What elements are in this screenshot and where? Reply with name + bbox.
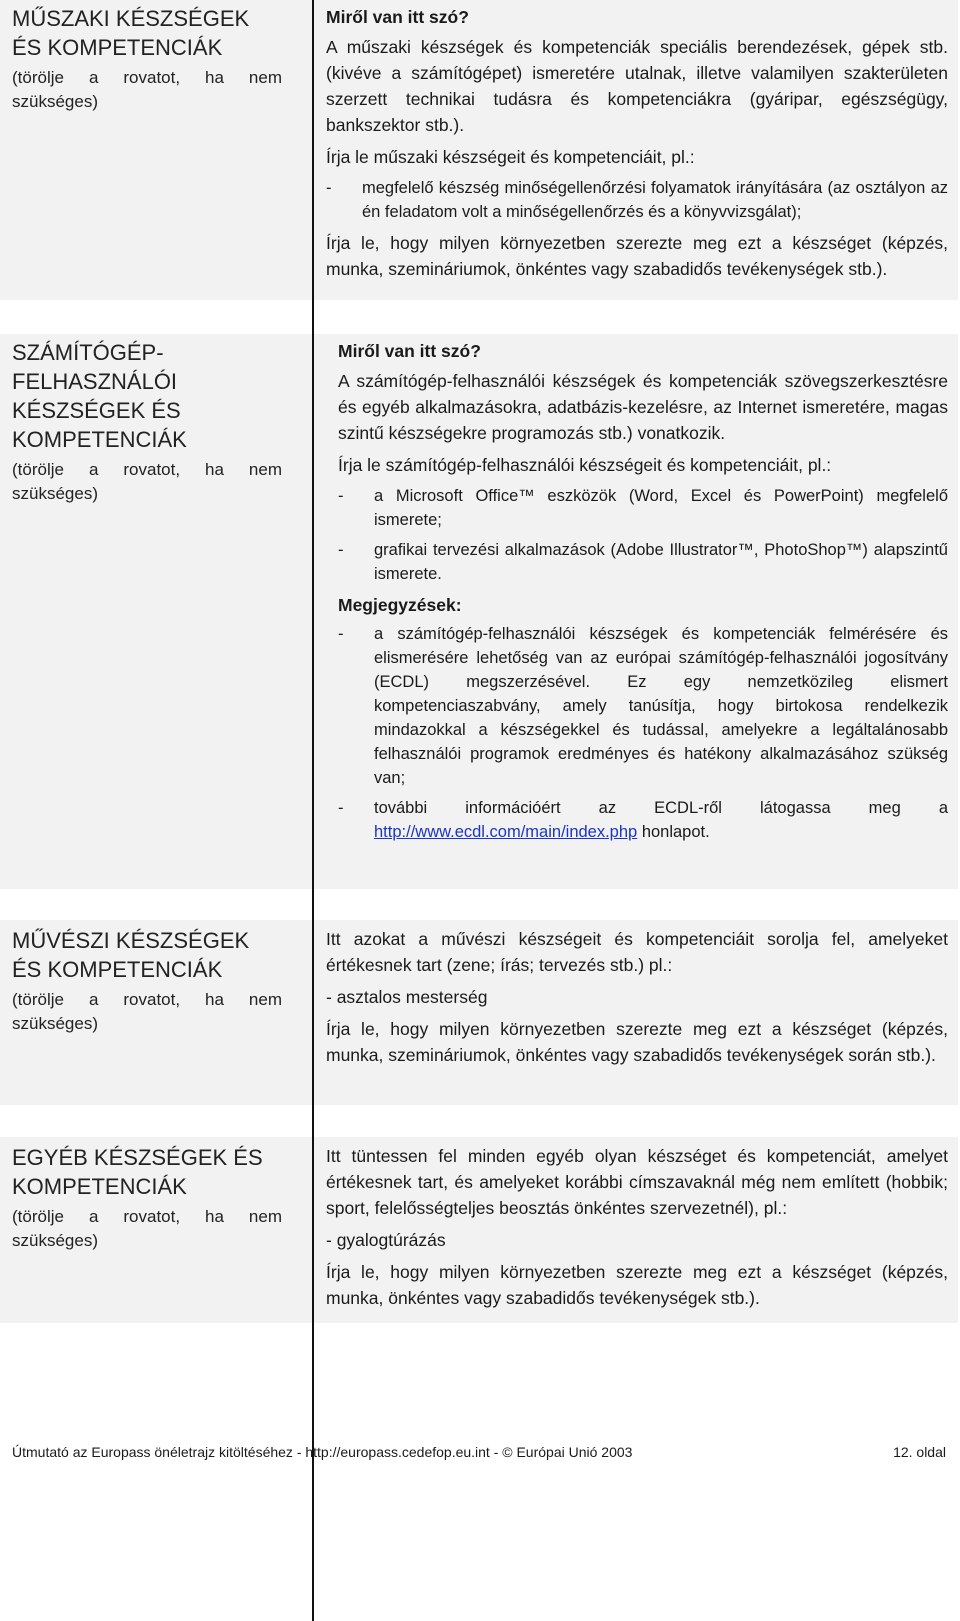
section-intro: Itt azokat a művészi készségeit és kompetenciáit sorolja fel, amelyeket értékesnek tart (zene; írás; tervezés stb.) pl.: bbox=[326, 929, 948, 975]
section-note: (törölje a rovatot, ha nem szükséges) bbox=[12, 68, 282, 111]
section-other-skills bbox=[0, 1137, 958, 1323]
section-intro: A műszaki készségek és kompetenciák speciális berendezések, gépek stb. (kivéve a számítógépet) ismeretére utalnak, illetve valamilyen szakterületen szerzett technikai tudásra és kompetenciákra (gyáripar, egészségügy, bankszektor stb.). bbox=[326, 37, 948, 135]
ecdl-link[interactable]: http://www.ecdl.com/main/index.php bbox=[374, 823, 638, 841]
section-heading: SZÁMÍTÓGÉP-FELHASZNÁLÓI KÉSZSÉGEK ÉS KOMPETENCIÁK bbox=[12, 340, 187, 452]
section-example: - gyalogtúrázás bbox=[326, 1230, 446, 1250]
section-prompt: Írja le számítógép-felhasználói készségeit és kompetenciáit, pl.: bbox=[338, 455, 832, 475]
list-item: - a Microsoft Office™ eszközök (Word, Excel és PowerPoint) megfelelő ismerete; bbox=[338, 487, 948, 529]
section-technical-skills bbox=[0, 0, 958, 300]
section-prompt: Írja le műszaki készségeit és kompetenciáit, pl.: bbox=[326, 147, 695, 167]
section-question: Miről van itt szó? bbox=[338, 341, 481, 361]
section-note: (törölje a rovatot, ha nem szükséges) bbox=[12, 990, 282, 1033]
note-item: - további információért az ECDL-ről látogassa meg a http://www.ecdl.com/main/index.php honlapot. bbox=[338, 799, 948, 841]
section-closing: Írja le, hogy milyen környezetben szerezte meg ezt a készséget (képzés, munka, szemináriumok, önkéntes vagy szabadidős tevékenységek során stb.). bbox=[326, 1019, 948, 1065]
section-example: - asztalos mesterség bbox=[326, 987, 488, 1007]
section-artistic-skills bbox=[0, 920, 958, 1105]
list-item: - grafikai tervezési alkalmazások (Adobe Illustrator™, PhotoShop™) alapszintű ismerete. bbox=[338, 541, 948, 583]
section-heading: MŰSZAKI KÉSZSÉGEK ÉS KOMPETENCIÁK bbox=[12, 6, 250, 60]
notes-title: Megjegyzések: bbox=[338, 595, 462, 615]
section-note: (törölje a rovatot, ha nem szükséges) bbox=[12, 460, 282, 503]
section-closing: Írja le, hogy milyen környezetben szerezte meg ezt a készséget (képzés, munka, önkéntes vagy szabadidős tevékenységek stb.). bbox=[326, 1262, 948, 1308]
footer-text: Útmutató az Europass önéletrajz kitöltéséhez - http://europass.cedefop.eu.int - © Európai Unió 2003 bbox=[12, 1444, 633, 1460]
section-question: Miről van itt szó? bbox=[326, 7, 469, 27]
section-intro: A számítógép-felhasználói készségek és kompetenciák szövegszerkesztésre és egyéb alkalmazásokra, adatbázis-kezelésre, az Internet ismeretére, magas szintű készségekre programozás stb.) vonatkozik. bbox=[338, 371, 948, 443]
section-heading: MŰVÉSZI KÉSZSÉGEK ÉS KOMPETENCIÁK bbox=[12, 928, 250, 982]
section-intro: Itt tüntessen fel minden egyéb olyan készséget és kompetenciát, amelyet értékesnek tart, és amelyeket korábbi címszavaknál még nem említett (hobbik; sport, felelősségteljes beosztás önkéntes szervezetnél), pl.: bbox=[326, 1146, 948, 1218]
column-divider bbox=[312, 0, 314, 1621]
note-item: - a számítógép-felhasználói készségek és kompetenciák felmérésére és elismerésére lehetőség van az európai számítógép-felhasználói jogosítvány (ECDL) megszerzésével. Ez egy nemzetközileg elismert kompetenciaszabvány, amely tanúsítja, hogy birtokosa rendelkezik mindazokkal a készségekkel és tudással, amelyekre a legáltalánosabb felhasználói programok eredményes és hatékony alkalmazásához szükség van; bbox=[338, 625, 948, 787]
section-heading: EGYÉB KÉSZSÉGEK ÉS KOMPETENCIÁK bbox=[12, 1145, 263, 1199]
section-note: (törölje a rovatot, ha nem szükséges) bbox=[12, 1207, 282, 1250]
section-computer-skills bbox=[0, 334, 958, 889]
section-closing: Írja le, hogy milyen környezetben szerezte meg ezt a készséget (képzés, munka, szemináriumok, önkéntes vagy szabadidős tevékenységek stb.). bbox=[326, 233, 948, 279]
page-number: 12. oldal bbox=[893, 1444, 946, 1460]
list-item: - megfelelő készség minőségellenőrzési folyamatok irányítására (az osztályon az én feladatom volt a minőségellenőrzés és a könyvvizsgálat); bbox=[326, 179, 948, 221]
